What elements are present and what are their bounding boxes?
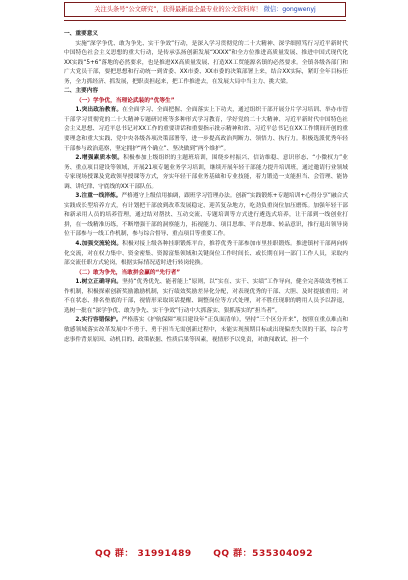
paragraph-lead: 2.实行容错保护。 bbox=[75, 317, 122, 324]
paragraph bbox=[64, 278, 348, 316]
paragraph-text: 坚持“优秀优先、能者能上”原则，以“实在、实干、实绩”工作导向，健全完善绩效考核工作机制，积极探索创新奖励激励机制，实行绩效奖励差异化分配，对表现优秀的干部、大胆、及时提拔重用；对不在状态、排名垫底的干部，视情形采取谈话提醒、调整岗位等方式处理，对不胜任现职的聘用人员予以辞退，选树一批在“深学争优、敢为争先、实干争效”行动中大抓落实、狠抓落实的“担当者”。 bbox=[64, 279, 348, 314]
paragraph-text: 实施“深学争优、敢为争先、实干争效”行动，是深入学习贯彻党的二十大精神、深学细照笃行习近平新时代中国特色社会主义思想的重大行动，是传承弘扬创新发展“XXXX”和全方位推进高质量发展、推进中国式现代化XX实践“5+6”落地的必然要求，也是推进XX高质量发展、打造XX工贸能源名镇的必然要求。全镇各级各部门和广大党员干部，要把思想和行动统一到省委、XX市委、XX市委的决策部署上来，结合XX实际，紧盯全年目标任务，全力抓经济、抓发展，把职责担起来，把工作推进去，在发展大局中当主力、挑大梁。 bbox=[64, 40, 348, 85]
footer-qq-group-1: QQ 群： 31991489 bbox=[94, 549, 192, 559]
paragraph-lead: 2.增强素质本领。 bbox=[75, 155, 124, 162]
section-heading: 一、重要意义 bbox=[64, 31, 99, 37]
paragraph bbox=[64, 192, 348, 240]
subsection-heading: （一）学争优，当理论武装的“优等生” bbox=[76, 97, 175, 104]
wechat-id: 微信：gongwenyj bbox=[263, 6, 316, 13]
paragraph bbox=[64, 316, 348, 345]
paragraph bbox=[64, 106, 348, 154]
footer bbox=[0, 546, 408, 559]
header-rule bbox=[64, 20, 346, 21]
paragraph-text: 严格遵守上级信用抽调，跟班学习管理办法。创新“实践锻炼+专题培训+心得分享”融合式实践成长型培养方式，有计划把干部放到改革发展稳定、迎苦复杂地方，吃劲负重岗位加压磨炼。加强年轻干部和新录用人员的培养管理，通过结对帮扶、互动交流、专题培训等方式进行遴选式培养，让干部到一线创业打拼，在一线精准历练，不断增强干部的洞察能力，拓视能力、项目思维、平台思维、转品意识，推行退出领导岗位干部参与一线工作机制，参与综合督导、重点项目等重要工作。 bbox=[64, 193, 348, 238]
paragraph bbox=[64, 40, 348, 88]
paragraph bbox=[64, 240, 348, 269]
paragraph-lead: 1.突出政治教育。 bbox=[75, 107, 123, 114]
paragraph-text: 在全面学习、全面把握、全面落实上下功夫，通过组织干部开展分片学习培训、举办市管干部学习贯彻党的二十大精神专题研讨班等多种形式学习教育，学好党的二十大精神、习近平新时代中国特色社会主义思想、习近平总书记对XX工作的重要讲话和重要指示批示精神和省、习近平总书记在XX工作期间开创的重要理念和重大实践、党中央各级各项决策部署等，进一步提高政治判断力、领悟力、执行力。积极选派优秀年轻干部参与政治巡察，坚定拥护“两个确立”、坚决做到“两个维护”。 bbox=[64, 107, 348, 152]
paragraph-text: 积极参加上级组织的主题班培训，围绕乡村振兴、信访维稳、意识形态、“小微权力”业务、重点项目建设等领域，开展21项专题业务学习培训，继续开展年轻干部能力提升培训班，通过邀请行业领域专家现场授课及党政领导授课等方式，夯实年轻干部业务基础和专业技能，着力锻造一支能担当、会管理、能协调、讲纪律、守底线的XX干部队伍。 bbox=[64, 155, 348, 190]
paragraph-lead: 4.加强交流轮岗。 bbox=[75, 241, 123, 248]
paragraph-text: 严格落实《护航保障“项目建设年”正负面清单》，坚持“三个区分开来”，按照在重点难点和敏感领域落实改革发展中不勇于、勇于担当无需创新过程中，未能实现预期目标或出现偏差失误的干部，综合考虑事件背景原因、动机目的、政策依据、性质后果等因素，视情形予以免责，对敢闯敢试、担一个 bbox=[64, 317, 349, 343]
footer-qq-group-2: QQ 群：535304092 bbox=[213, 549, 314, 559]
subsection-heading: （二）敢为争先，当敢拼会赢的“先行者” bbox=[76, 269, 181, 276]
document-body bbox=[64, 30, 348, 345]
paragraph-lead: 3.注重一线淬炼。 bbox=[75, 193, 122, 200]
promo-text: 关注头条号“公文研究”，获得最新最全最专业的公文资料库！ bbox=[94, 6, 262, 13]
paragraph-text: 积极对接上级各种挂职锻炼平台，推荐优秀干部参加市里挂职锻炼。推进镇村干部两向转化交流，对在权力集中、资金密集、资源富集领域和关键岗位工作时间长、或长期在同一部门工作人员，采取内部交流任职方式轮岗，根据实际情况适时进行转岗轮换。 bbox=[64, 241, 348, 267]
promo-banner bbox=[64, 2, 346, 17]
section-heading: 二、主要内容 bbox=[64, 88, 99, 95]
paragraph bbox=[64, 154, 348, 192]
header-banner bbox=[0, 0, 408, 24]
paragraph-lead: 1.树立正确导向。 bbox=[75, 279, 123, 286]
